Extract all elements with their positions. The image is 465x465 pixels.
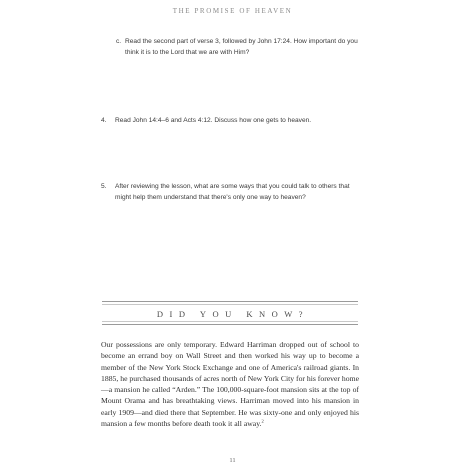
question-c [116,36,366,58]
question-5 [101,181,366,203]
did-you-know-paragraph [101,339,359,429]
question-5-text: After reviewing the lesson, what are some ways that you could talk to others that might help them understand that there's only one way to heaven? [115,183,350,201]
question-5-marker: 5. [101,183,107,190]
banner-rule-bottom [102,321,358,322]
footnote-marker: 2 [261,418,264,424]
question-4-marker: 4. [101,117,107,124]
page-number: 11 [229,457,236,464]
running-head: THE PROMISE OF HEAVEN [172,7,293,15]
question-c-marker: c. [116,38,122,45]
question-4 [101,115,366,126]
banner-rule-top [102,304,358,305]
question-4-text: Read John 14:4–6 and Acts 4:12. Discuss how one gets to heaven. [115,117,312,124]
did-you-know-title: DID YOU KNOW? [156,309,310,319]
did-you-know-banner [102,301,358,325]
did-you-know-text: Our possessions are only temporary. Edward Harriman dropped out of school to become an errand boy on Wall Street and then worked his way up to become a member of the New York Stock Exchange and one of America's railroad giants. In 1885, he purchased thousands of acres north of New York City for his forever home—a mansion he called “Arden.” The 100,000-square-foot mansion sits at the top of Mount Orama and has breathtaking views. Harriman moved into his mansion in early 1909—and died there that September. He was sixty-one and only enjoyed his mansion a few months before death took it all away. [101,340,359,429]
question-c-text: Read the second part of verse 3, followed by John 17:24. How important do you think it is to the Lord that we are with Him? [125,38,358,56]
